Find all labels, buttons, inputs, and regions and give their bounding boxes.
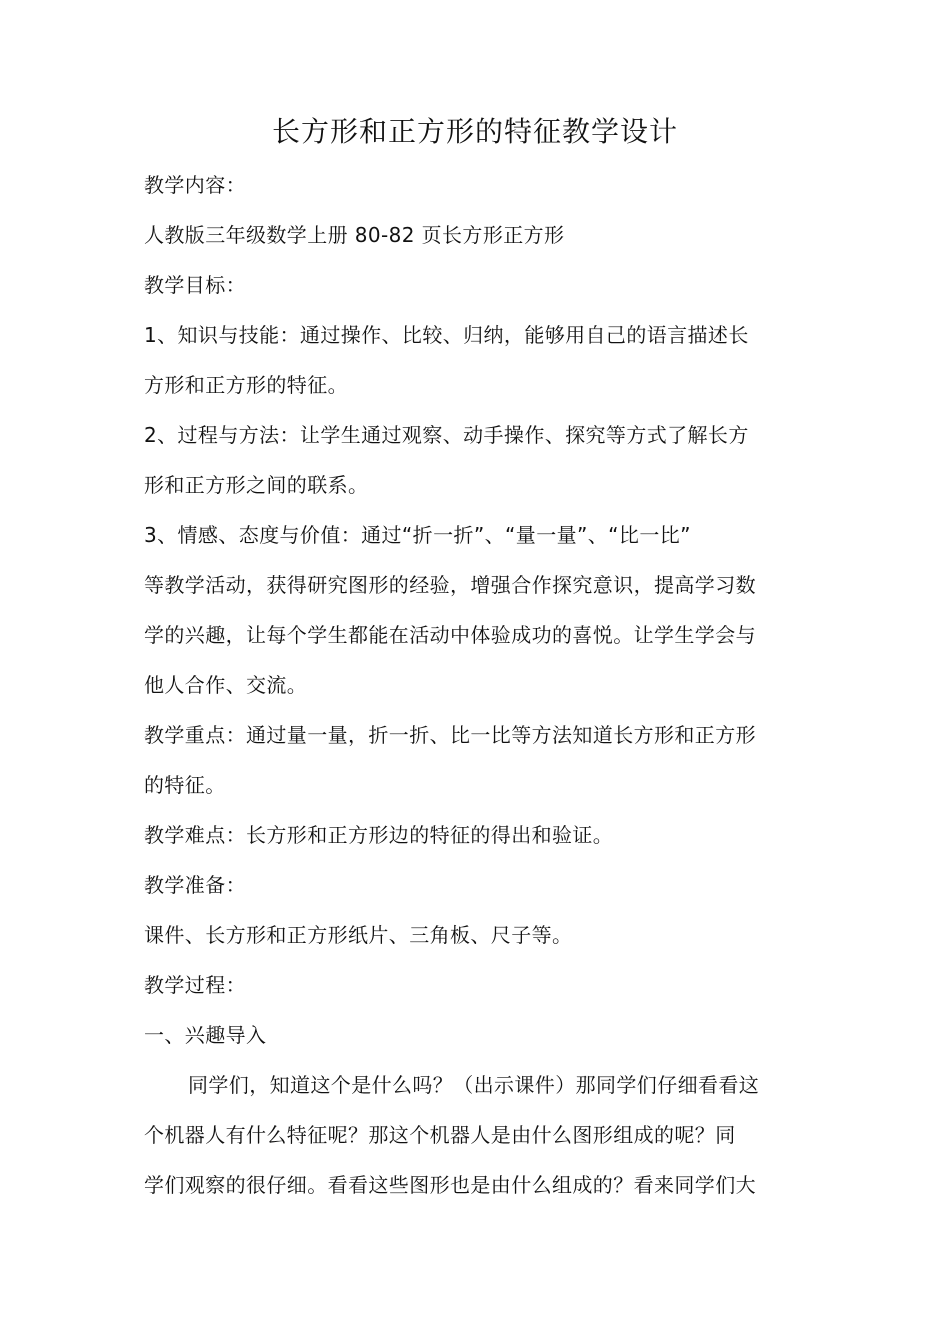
objective-3-line-2: 等教学活动，获得研究图形的经验，增强合作探究意识，提高学习数 — [144, 573, 756, 597]
preparation-text: 课件、长方形和正方形纸片、三角板、尺子等。 — [144, 923, 573, 947]
objective-2-line-1: 2、过程与方法：让学生通过观察、动手操作、探究等方式了解长方 — [144, 423, 749, 447]
section-heading-process: 教学过程： — [144, 973, 246, 997]
objective-1-line-1: 1、知识与技能：通过操作、比较、归纳，能够用自己的语言描述长 — [144, 323, 749, 347]
key-points-line-1: 教学重点：通过量一量，折一折、比一比等方法知道长方形和正方形 — [144, 723, 756, 747]
section-heading-preparation: 教学准备： — [144, 873, 246, 897]
key-points-line-2: 的特征。 — [144, 773, 226, 797]
paragraph-line-3: 学们观察的很仔细。看看这些图形也是由什么组成的？看来同学们大 — [144, 1173, 756, 1197]
objective-3-line-1: 3、情感、态度与价值：通过“折一折”、“量一量”、“比一比” — [144, 523, 691, 547]
objective-1-line-2: 方形和正方形的特征。 — [144, 373, 348, 397]
section-heading-objectives: 教学目标： — [144, 273, 246, 297]
content-text: 人教版三年级数学上册 80-82 页长方形正方形 — [144, 223, 565, 247]
objective-3-line-4: 他人合作、交流。 — [144, 673, 308, 697]
objective-2-line-2: 形和正方形之间的联系。 — [144, 473, 369, 497]
objective-3-line-3: 学的兴趣，让每个学生都能在活动中体验成功的喜悦。让学生学会与 — [144, 623, 756, 647]
process-step-1-heading: 一、兴趣导入 — [144, 1023, 267, 1047]
difficulties-text: 教学难点：长方形和正方形边的特征的得出和验证。 — [144, 823, 614, 847]
section-heading-content: 教学内容： — [144, 173, 246, 197]
document-body — [144, 160, 808, 1210]
paragraph-line-2: 个机器人有什么特征呢？那这个机器人是由什么图形组成的呢？同 — [144, 1123, 736, 1147]
paragraph-line-1: 同学们，知道这个是什么吗？（出示课件）那同学们仔细看看这 — [188, 1073, 760, 1097]
document-title: 长方形和正方形的特征教学设计 — [271, 115, 678, 148]
